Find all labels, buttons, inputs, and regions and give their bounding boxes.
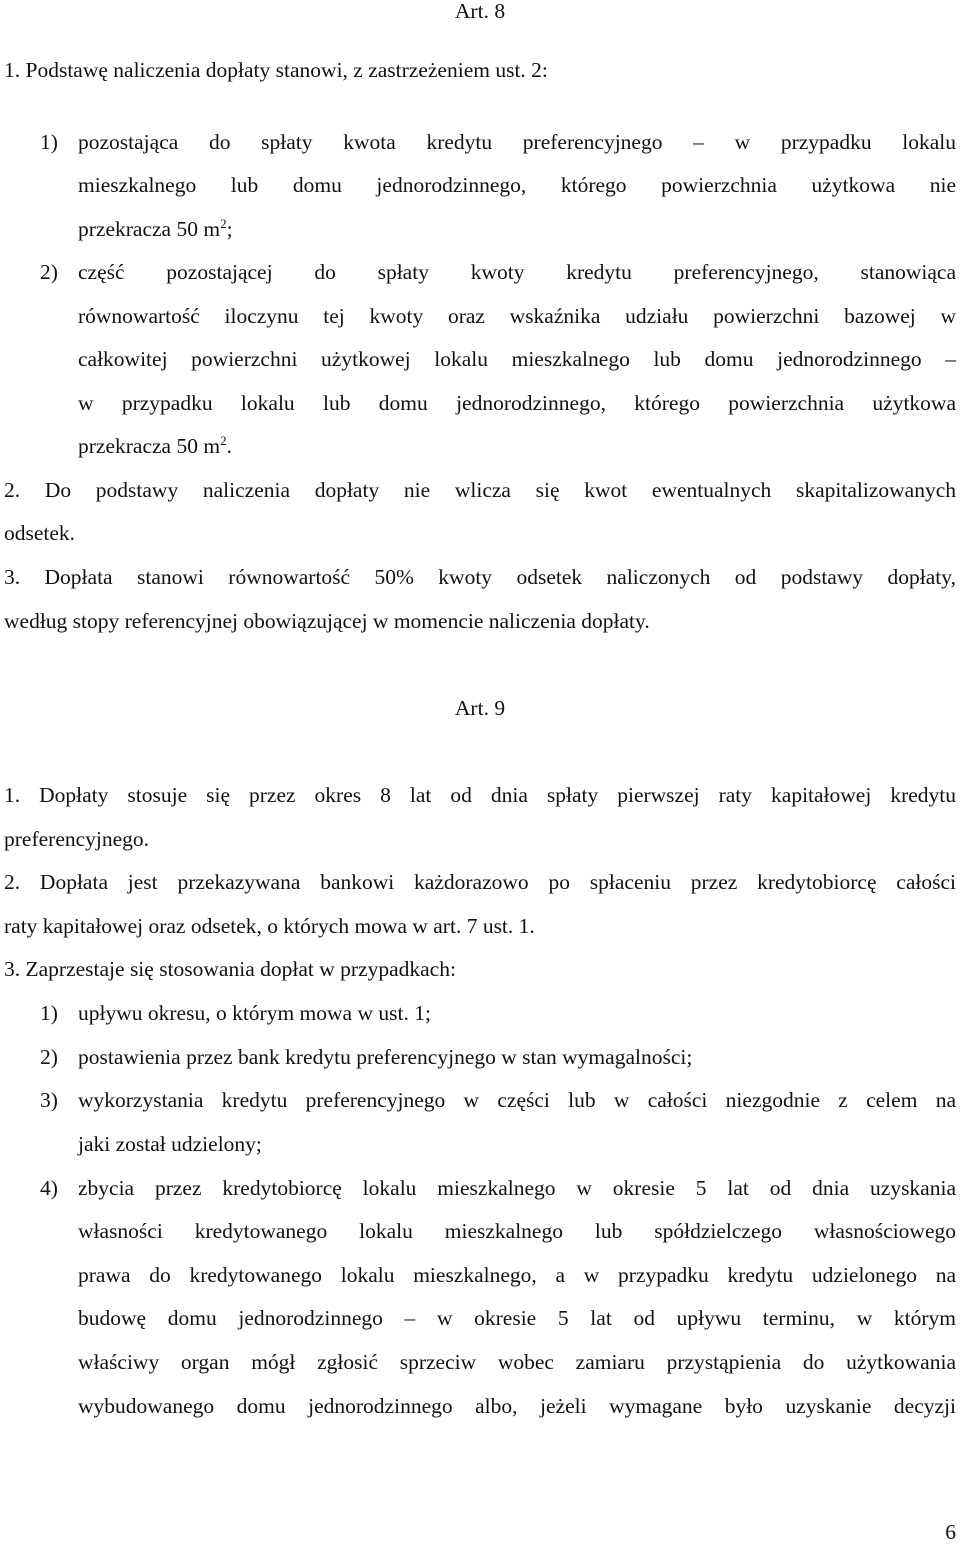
- art9-item4-number: 4): [40, 1176, 58, 1200]
- art8-item2-line: całkowitej powierzchni użytkowej lokalu mieszkalnego lub domu jednorodzinnego –: [78, 347, 956, 371]
- art8-para2-line: odsetek.: [4, 521, 76, 545]
- art9-item4-line: prawa do kredytowanego lokalu mieszkalnego, a w przypadku kredytu udzielonego na: [78, 1263, 956, 1287]
- art9-item3-number: 3): [40, 1088, 58, 1112]
- art8-para3-line: według stopy referencyjnej obowiązującej w momencie naliczenia dopłaty.: [4, 609, 650, 633]
- art9-item2-line: postawienia przez bank kredytu preferencyjnego w stan wymagalności;: [78, 1045, 693, 1069]
- art8-item1-superscript: 2: [220, 216, 227, 231]
- art9-para2-line: raty kapitałowej oraz odsetek, o których mowa w art. 7 ust. 1.: [4, 914, 535, 938]
- art9-item1-number: 1): [40, 1001, 58, 1025]
- art9-item3-line: wykorzystania kredytu preferencyjnego w części lub w całości niezgodnie z celem na: [78, 1088, 956, 1112]
- art8-item2-line: część pozostającej do spłaty kwoty kredytu preferencyjnego, stanowiąca: [78, 260, 956, 284]
- art8-para3-line: 3. Dopłata stanowi równowartość 50% kwoty odsetek naliczonych od podstawy dopłaty,: [4, 565, 956, 589]
- art9-item4-line: wybudowanego domu jednorodzinnego albo, jeżeli wymagane było uzyskanie decyzji: [78, 1394, 956, 1418]
- page-number: 6: [945, 1520, 956, 1544]
- art8-item2-line-last: [78, 432, 956, 460]
- art9-item2-number: 2): [40, 1045, 58, 1069]
- article-9-heading: Art. 9: [454, 696, 506, 720]
- art8-item2-line: w przypadku lokalu lub domu jednorodzinnego, którego powierzchnia użytkowa: [78, 391, 956, 415]
- art9-para1-line: 1. Dopłaty stosuje się przez okres 8 lat od dnia spłaty pierwszej raty kapitałowej kredytu: [4, 783, 956, 807]
- art8-item2-text: przekracza 50 m: [78, 434, 221, 458]
- art9-item4-line: właściwy organ mógł zgłosić sprzeciw wobec zamiaru przystąpienia do użytkowania: [78, 1350, 956, 1374]
- art8-item1-line: pozostająca do spłaty kwota kredytu preferencyjnego – w przypadku lokalu: [78, 130, 956, 154]
- art9-para3-intro: 3. Zaprzestaje się stosowania dopłat w przypadkach:: [4, 957, 456, 981]
- art8-item2-number: 2): [40, 260, 58, 284]
- art9-item3-line: jaki został udzielony;: [78, 1132, 262, 1156]
- art9-para1-line: preferencyjnego.: [4, 827, 150, 851]
- art9-item4-line: budowę domu jednorodzinnego – w okresie 5 lat od upływu terminu, w którym: [78, 1306, 956, 1330]
- art9-item4-line: zbycia przez kredytobiorcę lokalu mieszkalnego w okresie 5 lat od dnia uzyskania: [78, 1176, 956, 1200]
- art8-para2-line: 2. Do podstawy naliczenia dopłaty nie wlicza się kwot ewentualnych skapitalizowanych: [4, 478, 956, 502]
- art8-item2-superscript: 2: [220, 433, 227, 448]
- art8-item1-end: ;: [226, 217, 233, 241]
- art9-item4-line: własności kredytowanego lokalu mieszkalnego lub spółdzielczego własnościowego: [78, 1219, 956, 1243]
- art9-para2-line: 2. Dopłata jest przekazywana bankowi każdorazowo po spłaceniu przez kredytobiorcę całości: [4, 870, 956, 894]
- art8-item2-line: równowartość iloczynu tej kwoty oraz wskaźnika udziału powierzchni bazowej w: [78, 304, 956, 328]
- art8-item2-end: .: [226, 434, 232, 458]
- art8-item1-number: 1): [40, 130, 58, 154]
- art8-item1-text: przekracza 50 m: [78, 217, 221, 241]
- art9-item1-line: upływu okresu, o którym mowa w ust. 1;: [78, 1001, 431, 1025]
- art8-item1-line-last: [78, 215, 956, 243]
- art8-para1-intro: 1. Podstawę naliczenia dopłaty stanowi, z zastrzeżeniem ust. 2:: [4, 58, 548, 82]
- article-8-heading: Art. 8: [454, 0, 506, 23]
- art8-item1-line: mieszkalnego lub domu jednorodzinnego, którego powierzchnia użytkowa nie: [78, 173, 956, 197]
